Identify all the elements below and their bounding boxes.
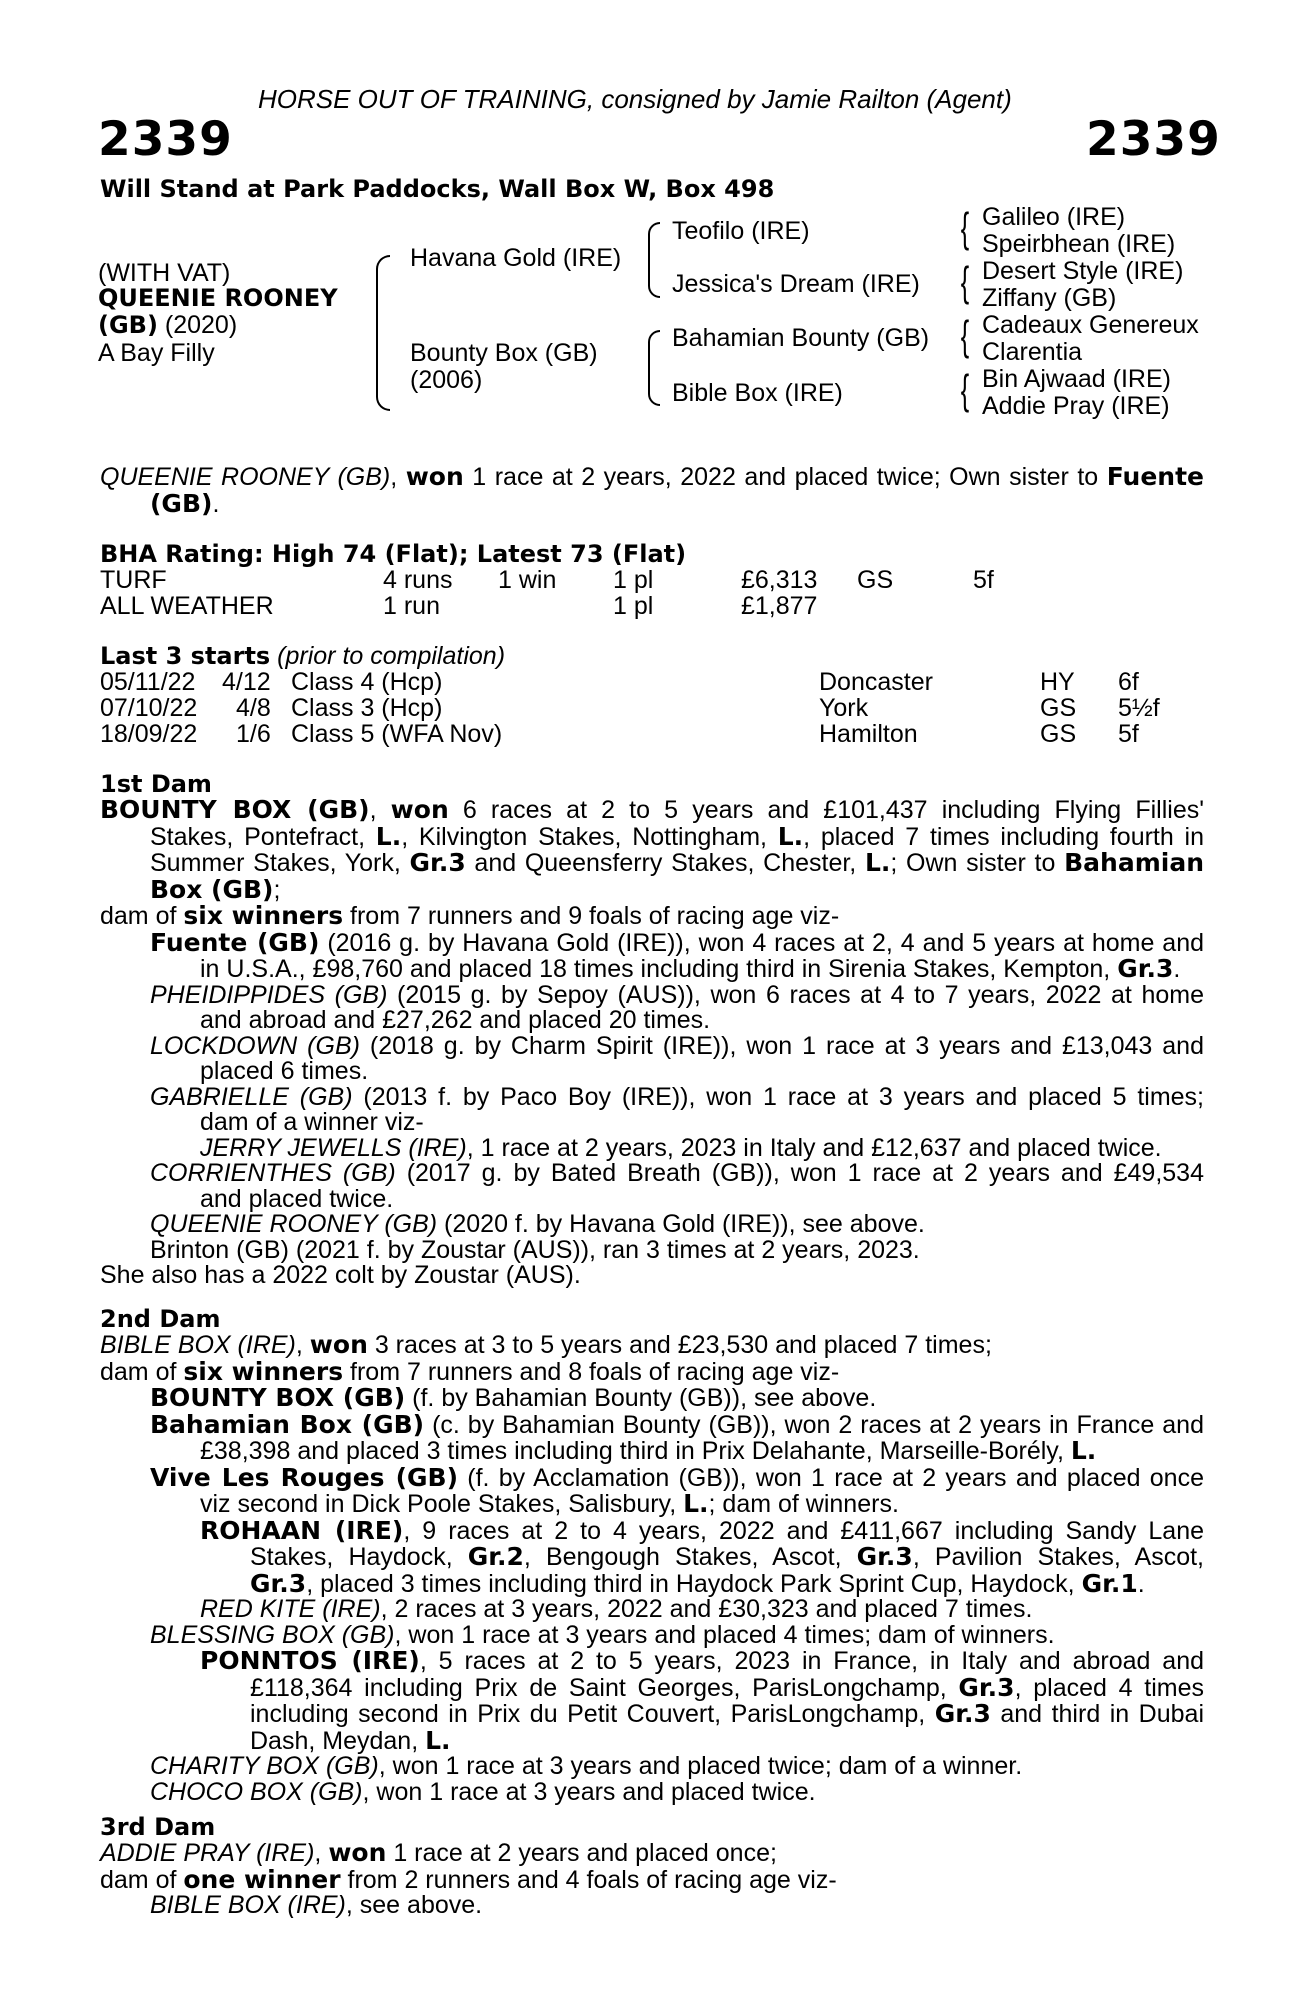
lot-number-right: 2339 [1086,112,1221,167]
grade: L. [1070,1436,1097,1465]
text: in U.S.A., £98,760 and placed 18 times including third in Sirenia Stakes, Kempton, [200,955,1118,983]
pedigree-brace-sire [648,222,660,298]
start-position: 4/12 [222,668,271,696]
grade: Gr.3 [409,848,466,877]
text: dam of [100,1357,184,1386]
dam3-name: ADDIE PRAY (IRE) [100,1839,315,1867]
horse-suffix: (GB) [98,311,158,339]
grade: L. [425,1725,451,1755]
rating-wins: 1 win [498,566,557,594]
pedigree-brace-3d: { [960,366,970,413]
text: (2018 g. by Charm Spirit (IRE)), won 1 race at 3 years and £13,043 and [359,1031,1204,1060]
pedigree-sire: Havana Gold (IRE) [410,244,622,272]
text: dam of a winner viz- [200,1108,424,1136]
text: , 1 race at 2 years, 2023 in Italy and £12,637 and placed twice. [466,1133,1162,1162]
start-date: 05/11/22 [100,668,196,696]
stand-location: Will Stand at Park Paddocks, Wall Box W, Box 498 [100,175,775,203]
text: placed 6 times. [200,1057,369,1085]
grade: Gr.1 [1081,1568,1138,1598]
text: (2015 g. by Sepoy (AUS)), won 6 races at 4 to 7 years, 2022 at home [387,980,1205,1009]
pedigree-brace-3b: { [960,258,970,305]
grade: Gr.3 [1117,954,1174,983]
rating-runs: 1 run [383,592,440,620]
text: £38,398 and placed 3 times including third in Prix Delahante, Marseille-Borély, [200,1437,1071,1465]
text: , [314,1839,329,1867]
dam2-name: BIBLE BOX (IRE) [100,1331,296,1359]
start-class: Class 3 (Hcp) [291,694,443,722]
rating-going: GS [857,566,894,594]
grade: Gr.3 [934,1699,991,1728]
pedigree-dam-dam: Bible Box (IRE) [672,379,843,407]
dam3-section [100,1840,1204,1919]
progeny-name: PHEIDIPPIDES (GB) [150,980,388,1009]
text: Summer Stakes, York, [150,849,410,877]
dam1-name: BOUNTY BOX (GB) [100,795,370,824]
grade: L. [375,821,402,851]
text: , placed 3 times including third in Haydock Park Sprint Cup, Haydock, [306,1569,1082,1598]
text: 1 race at 2 years and placed once; [386,1839,777,1867]
pedigree-ss-dam: Speirbhean (IRE) [982,230,1176,258]
dam2-heading: 2nd Dam [100,1305,221,1333]
start-date: 07/10/22 [100,694,198,722]
progeny-name: BLESSING BOX (GB) [150,1620,395,1649]
text: She also has a 2022 colt by Zoustar (AUS). [100,1261,581,1289]
text: . [1137,1569,1145,1598]
intro-end: . [212,489,220,518]
dam1-heading: 1st Dam [100,770,212,798]
start-going: GS [1040,694,1077,722]
starts-note: (prior to compilation) [277,642,506,670]
start-distance: 5½f [1118,694,1160,722]
progeny-name: PONNTOS (IRE) [200,1646,420,1675]
text: ; Own sister to [890,849,1065,877]
rating-title: BHA Rating: High 74 (Flat); Latest 73 (Flat) [100,540,687,568]
text: from 7 runners and 9 foals of racing age viz- [343,902,840,930]
progeny-name: RED KITE (IRE) [200,1595,381,1623]
text: , Pavilion Stakes, Ascot, [912,1543,1204,1571]
text: (2013 f. by Paco Boy (IRE)), won 1 race at 3 years and placed 5 times; [352,1082,1204,1111]
text: ; dam of winners. [708,1490,899,1518]
text: including second in Prix du Petit Couvert, ParisLongchamp, [250,1700,935,1728]
pedigree-dam-sire: Bahamian Bounty (GB) [672,324,930,352]
grade: Gr.3 [958,1672,1015,1702]
pedigree-dd-sire: Bin Ajwaad (IRE) [982,365,1171,393]
start-course: York [819,694,869,722]
start-class: Class 5 (WFA Nov) [291,720,503,748]
start-position: 1/6 [236,720,271,748]
pedigree-brace-3c: { [960,312,970,359]
text: ; [273,875,281,904]
text: 6 races at 2 to 5 years and £101,437 including Flying Fillies' [448,796,1204,824]
text: dam of [100,902,184,930]
text: and abroad and £27,262 and placed 20 times. [200,1006,711,1034]
text: viz second in Dick Poole Stakes, Salisbury, [200,1490,684,1518]
start-position: 4/8 [236,694,271,722]
vat-note: (WITH VAT) [98,259,231,287]
rating-prize: £6,313 [741,566,818,594]
sibling-name: Box (GB) [150,874,274,904]
start-date: 18/09/22 [100,720,198,748]
text: , Bengough Stakes, Ascot, [523,1543,857,1571]
text: , won 1 race at 3 years and placed twice; dam of a winner. [378,1752,1023,1780]
dam2-section [100,1332,1204,1805]
text: , 9 races at 2 to 4 years, 2022 and £411,667 including Sandy Lane [403,1516,1205,1545]
progeny-name: CORRIENTHES (GB) [150,1159,396,1187]
horse-year: (2020) [164,311,238,339]
progeny-name: LOCKDOWN (GB) [150,1031,360,1060]
rating-runs: 4 runs [383,566,453,594]
won-word: won [390,795,449,824]
text: dam of [100,1865,184,1894]
intro-text: 1 race at 2 years, 2022 and placed twice; Own sister to [463,463,1107,491]
pedigree-sd-dam: Ziffany (GB) [982,284,1117,312]
text: (2020 f. by Havana Gold (IRE)), see above. [437,1210,925,1238]
text: and Queensferry Stakes, Chester, [465,849,865,877]
start-distance: 5f [1118,720,1139,748]
pedigree-brace-dam [648,330,660,406]
grade: Gr.2 [467,1542,524,1571]
horse-name [98,285,338,311]
grade: Gr.3 [856,1542,913,1571]
rating-surface: TURF [100,566,167,594]
progeny-name: BIBLE BOX (IRE) [150,1891,346,1919]
text: 3 races at 3 to 5 years and £23,530 and placed 7 times; [367,1331,992,1359]
text: , [369,796,391,824]
progeny-name: Bahamian Box (GB) [150,1409,425,1439]
progeny-name: BOUNTY BOX (GB) [150,1383,406,1412]
start-going: GS [1040,720,1077,748]
grade: L. [777,821,804,851]
consignment-line: HORSE OUT OF TRAINING, consigned by Jamie Railton (Agent) [258,84,1012,114]
text: Stakes, Pontefract, [150,822,376,851]
rating-placed: 1 pl [613,592,654,620]
sibling-name: Bahamian [1064,848,1204,877]
text: , Kilvington Stakes, Nottingham, [401,822,778,851]
horse-origin [98,312,237,338]
pedigree-ds-dam: Clarentia [982,338,1083,366]
dam3-heading: 3rd Dam [100,1813,216,1841]
starts-title-text: Last 3 starts [100,642,271,670]
text: , won 1 race at 3 years and placed 4 times; dam of winners. [394,1620,1055,1649]
text: , see above. [345,1891,483,1919]
text: , placed 4 times [1014,1673,1204,1702]
pedigree-sire-dam: Jessica's Dream (IRE) [672,270,920,298]
intro-won: won [405,462,464,491]
intro-sister-suffix: (GB) [150,488,213,518]
start-class: Class 4 (Hcp) [291,668,443,696]
start-going: HY [1040,668,1075,696]
grade: L. [864,848,891,877]
pedigree-brace-main [376,255,390,411]
lot-number-left: 2339 [98,112,233,167]
text: , 5 races at 2 to 5 years, 2023 in France, in Italy and abroad and [419,1647,1205,1675]
text: , won 1 race at 3 years and placed twice. [362,1777,816,1806]
text: Brinton (GB) (2021 f. by Zoustar (AUS)), ran 3 times at 2 years, 2023. [150,1235,920,1264]
rating-surface: ALL WEATHER [100,592,274,620]
text: , 2 races at 3 years, 2022 and £30,323 and placed 7 times. [380,1595,1033,1623]
pedigree-ds-sire: Cadeaux Genereux [982,311,1199,339]
text: , [295,1331,310,1359]
grade: L. [683,1489,709,1518]
pedigree-ss-sire: Galileo (IRE) [982,203,1126,231]
text: Dash, Meydan, [250,1726,426,1755]
progeny-name: CHOCO BOX (GB) [150,1777,363,1806]
dam1-section [100,797,1204,1289]
text: from 7 runners and 8 foals of racing age viz- [343,1357,840,1386]
progeny-name: CHARITY BOX (GB) [150,1752,379,1780]
horse-name-text: QUEENIE ROONEY [98,284,338,312]
text: (2017 g. by Bated Breath (GB)), won 1 race at 2 years and £49,534 [395,1159,1204,1187]
intro-sister: Fuente [1106,462,1205,491]
won-word: won [309,1330,368,1359]
text: (f. by Bahamian Bounty (GB)), see above. [405,1384,877,1412]
grade: Gr.3 [250,1568,307,1598]
text: . [1173,955,1181,983]
start-course: Doncaster [819,668,933,696]
progeny-name: ROHAAN (IRE) [200,1515,404,1545]
pedigree-dam: Bounty Box (GB) [410,339,598,367]
intro-paragraph: QUEENIE ROONEY (GB), won 1 race at 2 years, 2022 and placed twice; Own sister to Fuente (GB). [100,462,1205,518]
rating-prize: £1,877 [741,592,818,620]
winners-count: six winners [183,901,344,930]
text: (c. by Bahamian Bounty (GB)), won 2 races at 2 years in France and [424,1410,1204,1439]
start-distance: 6f [1118,668,1139,696]
progeny-name: Vive Les Rouges (GB) [150,1462,458,1492]
horse-description: A Bay Filly [98,339,215,367]
pedigree-dam-year: (2006) [410,366,483,394]
won-word: won [328,1838,387,1867]
text: from 2 runners and 4 foals of racing age viz- [340,1865,837,1894]
text: and third in Dubai [990,1700,1204,1728]
pedigree-sire-sire: Teofilo (IRE) [672,217,810,245]
starts-title [100,643,505,669]
start-course: Hamilton [819,720,918,748]
progeny-name: GABRIELLE (GB) [150,1082,353,1111]
progeny-name: Fuente (GB) [150,927,320,957]
pedigree-dd-dam: Addie Pray (IRE) [982,392,1170,420]
rating-distance: 5f [973,566,994,594]
text: £118,364 including Prix de Saint Georges, ParisLongchamp, [250,1673,959,1702]
progeny-name: JERRY JEWELLS (IRE) [200,1133,467,1162]
text: Stakes, Haydock, [250,1543,468,1571]
progeny-name: QUEENIE ROONEY (GB) [150,1210,438,1238]
text: and placed twice. [200,1184,394,1213]
winners-count: one winner [183,1864,341,1894]
text: (2016 g. by Havana Gold (IRE)), won 4 races at 2, 4 and 5 years at home and [319,928,1205,957]
text: , placed 7 times including fourth in [803,822,1204,851]
pedigree-sd-sire: Desert Style (IRE) [982,257,1184,285]
text: (f. by Acclamation (GB)), won 1 race at 2 years and placed once [458,1463,1204,1492]
rating-placed: 1 pl [613,566,654,594]
winners-count: six winners [183,1356,344,1386]
intro-name: QUEENIE ROONEY (GB) [100,463,391,491]
pedigree-brace-3a: { [960,204,970,251]
